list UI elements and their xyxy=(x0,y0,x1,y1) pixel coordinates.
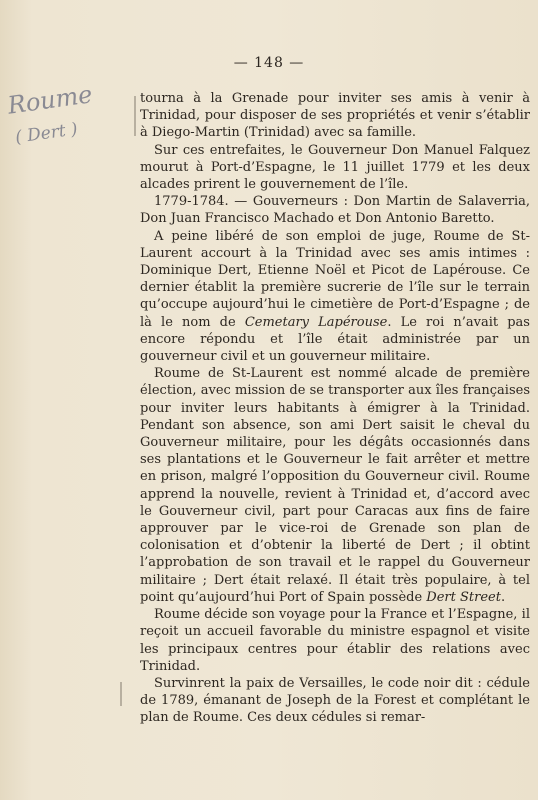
paragraph-text: Roume de St-Laurent est nommé alcade de première élection, avec mission de se transporter aux îles françaises pour inviter leurs habitants à émigrer à la Trinidad. Pendant son absence, son ami Dert saisit le cheval du Gouverneur militaire, pour les dégâts occasionnés dans ses plantations et le Gouverneur le fait arrêter et mettre en prison, malgré l’opposition du Gouverneur civil. Roume apprend la nouvelle, revient à Trinidad et, d’accord avec le Gouverneur civil, part pour Caracas aux fins de faire approuver par le vice-roi de Grenade son plan de colonisation et d’obtenir la liberté de Dert ; il obtint l’approbation de son travail et le rappel du Gouverneur militaire ; Dert était relaxé. Il était très populaire, à tel point qu’aujourd’hui Port of Spain possède xyxy=(140,366,530,605)
paragraph xyxy=(140,365,530,606)
paragraph-text: Survinrent la paix de Versailles, le code noir dit : cédule de 1789, émanant de Joseph de la Forest et complétant le plan de Roume. Ces deux cédules si remar- xyxy=(140,675,530,726)
paragraph xyxy=(140,142,530,194)
paragraph-text: . Le roi n’avait pas encore répondu et l’île était administrée par un gouverneur civil et un gouverneur militaire. xyxy=(140,314,530,365)
paragraph-text: Roume décide son voyage pour la France et l’Espagne, il reçoit un accueil favorable du ministre espagnol et visite les principaux centres pour établir des relations avec Trinidad. xyxy=(140,607,530,674)
paragraph-text: Sur ces entrefaites, le Gouverneur Don Manuel Falquez mourut à Port-d’Espagne, le 11 juillet 1779 et les deux alcades prirent le gouvernement de l’île. xyxy=(140,142,530,193)
paragraph-text: A peine libéré de son emploi de juge, Roume de St-Laurent accourt à la Trinidad avec ses amis intimes : Dominique Dert, Etienne Noël et Picot de Lapérouse. Ce dernier établit la première sucrerie de l’île sur le terrain qu’occupe aujourd’hui le cimetière de Port-d’Espagne ; de là le nom de xyxy=(140,228,530,330)
paragraph xyxy=(140,193,530,227)
body-text xyxy=(140,90,530,727)
paragraph-text: tourna à la Grenade pour inviter ses amis à venir à Trinidad, pour disposer de ses propriétés et venir s’établir à Diego-Martin (Trinidad) avec sa famille. xyxy=(140,91,530,141)
margin-line-mark xyxy=(120,682,122,706)
paragraph-text: . xyxy=(500,589,506,605)
italic-street-name: Dert Street xyxy=(426,589,501,605)
margin-line-mark xyxy=(134,96,136,136)
paragraph xyxy=(140,675,530,727)
paragraph-text: 1779-1784. — Gouverneurs : Don Martin de Salaverria, Don Juan Francisco Machado et Don Antonio Baretto. xyxy=(140,194,530,227)
page-number: — 148 — xyxy=(233,55,305,71)
paragraph xyxy=(140,90,530,142)
margin-annotation-roume: Roume xyxy=(6,80,95,120)
margin-annotation-dert: ( Dert ) xyxy=(14,119,79,148)
italic-place-name: Cemetary Lapérouse xyxy=(244,314,388,330)
paragraph xyxy=(140,606,530,675)
paragraph xyxy=(140,228,530,366)
